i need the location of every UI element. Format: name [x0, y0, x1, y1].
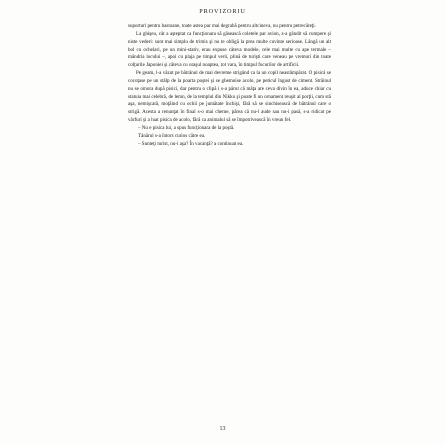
- paragraph-1: suporturi pentru bastoane, toate astea par mai degrabă pentru altcineva, nu pentru petrecăreţi.: [128, 23, 316, 29]
- paragraph-2: La ghişeu, cât a aşteptat ca funcţionara să găsească coletele par avion, s-a gândit să cumpere şi niste vederi: sunt mai simplu de trimis şi nu te obligă la prea multe cuvinte serioase. Lângă un alt bol cu ochelari, pe un mini-stativ, erau expuse câteva modele, cele mai multe cu ape termale – mândria locului –, apoi cu plaja pe timpul verii, plină de turişti care veneau pe vremuri din toate colţurile Japoniei şi câteva cu oraşul noaptea, tot vara, în timpul focurilor de artificii.: [128, 30, 331, 69]
- dialog-line-2: – Sunteţi turist, nu-i aşa? În vacanţă? a continuat ea.: [138, 140, 244, 147]
- running-head: PROVIZORIU: [199, 8, 246, 15]
- body-text: [128, 23, 331, 149]
- paragraph-4: Tânărul s-a întors curios către ea.: [138, 132, 206, 139]
- page-number: 13: [219, 426, 226, 432]
- dialog-line-1: – Nu e pisica lui, a spus funcţionara de la poştă.: [138, 124, 235, 131]
- paragraph-3: Pe geam, l-a văzut pe bătrânul de mai devreme strigând ca la un copil neastâmpărat. O pisică se cocoţase pe un stâlp de la poarta poştei şi se ghemuise acolo, pe peticul îngust de ciment. Străinul nu se omora după pisici, dar pentru o clipă i s-a părut că mâţa are ceva divin în ea, aduce chiar cu statuia mai celebră, de lemn, de la templul din Nikko şi poate fi un ornament reuşit al porţii, cum stă aşa, nemişcată, moţăind cu ochii pe jumătate închişi, fără să se sinchisească de bătrânul care o strigă. Acesta a renunţat în final s-o mai cheme, părea că nu-l aude sau nu-i pasă, s-a ridicat pe vârfuri şi a luat pisica de acolo, fără ca animalul să se împotrivească în vreun fel.: [128, 70, 331, 124]
